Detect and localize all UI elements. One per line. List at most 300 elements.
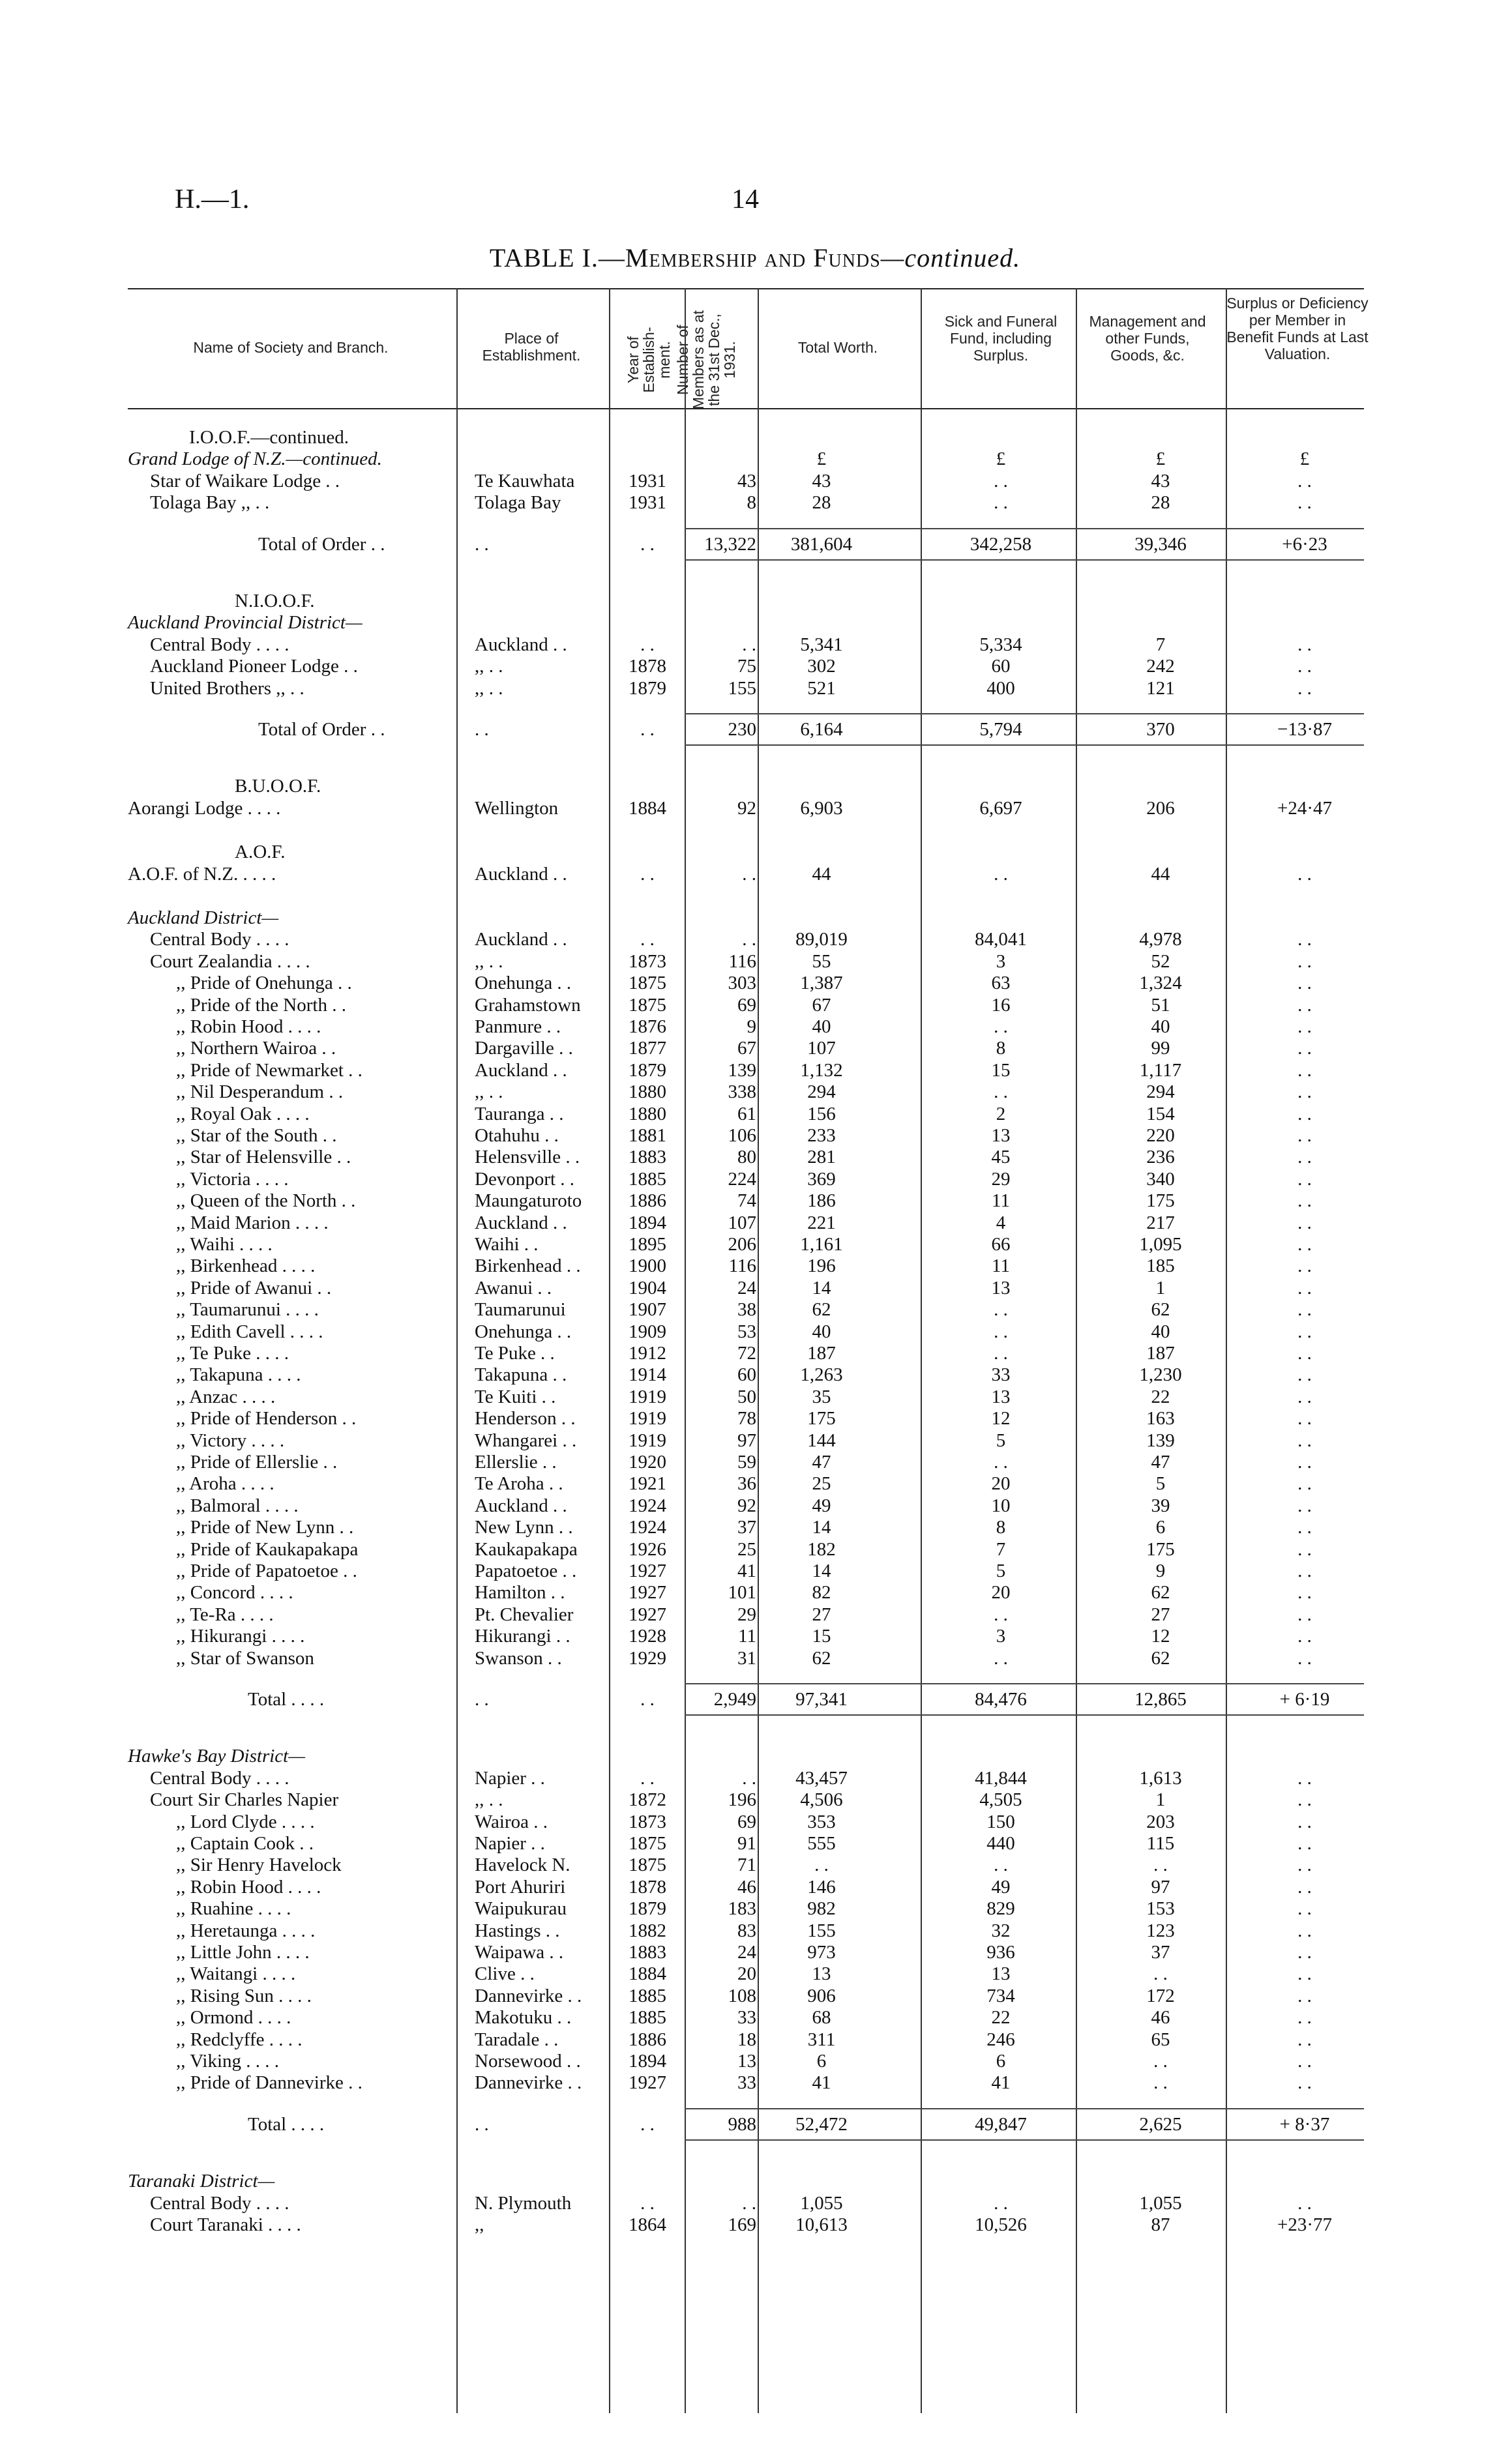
year-cell: 1921 [629, 1473, 666, 1494]
worth-cell: 97,341 [795, 1689, 848, 1710]
sick-fund-cell: 15 [991, 1060, 1011, 1081]
members-cell: 988 [728, 2114, 756, 2135]
worth-cell: 107 [807, 1038, 836, 1059]
surplus-cell: . . [1297, 634, 1312, 655]
branch-name: ,, Te Puke . . . . [176, 1343, 289, 1364]
worth-cell: 52,472 [795, 2114, 848, 2135]
sick-fund-cell: 84,041 [975, 929, 1027, 950]
table-row [0, 2214, 1510, 2236]
sick-fund-cell: . . [994, 1604, 1008, 1625]
worth-cell: 1,055 [800, 2193, 843, 2214]
place-cell: Te Aroha . . [475, 1473, 563, 1494]
table-row [0, 1190, 1510, 1212]
year-cell: . . [640, 1689, 655, 1710]
table-row [0, 1985, 1510, 2007]
branch-name: Aorangi Lodge . . . . [128, 798, 281, 819]
management-cell: 123 [1146, 1920, 1175, 1941]
worth-cell: 6,164 [800, 719, 843, 740]
col-header-worth: Total Worth. [797, 339, 878, 356]
place-cell: Kaukapakapa [475, 1539, 578, 1560]
place-cell: Auckland . . [475, 1495, 567, 1516]
management-cell: 6 [1155, 1517, 1166, 1538]
sick-fund-cell: 49,847 [975, 2114, 1027, 2135]
management-cell: 65 [1151, 2029, 1170, 2050]
table-row [0, 1364, 1510, 1386]
year-cell: 1904 [629, 1278, 666, 1298]
place-cell: Napier . . [475, 1768, 545, 1789]
surplus-cell: . . [1297, 1604, 1312, 1625]
place-cell: Dannevirke . . [475, 2072, 582, 2093]
place-cell: Norsewood . . [475, 2051, 581, 2072]
members-cell: 71 [737, 1855, 756, 1875]
branch-name: ,, Takapuna . . . . [176, 1364, 301, 1385]
sick-fund-cell: 440 [986, 1833, 1015, 1854]
branch-name: ,, Victory . . . . [176, 1430, 285, 1451]
branch-name: Taranaki District— [128, 2171, 275, 2192]
table-row [0, 994, 1510, 1016]
place-cell: Wellington [475, 798, 559, 819]
branch-name: ,, Redclyffe . . . . [176, 2029, 303, 2050]
branch-name: ,, Hikurangi . . . . [176, 1626, 305, 1647]
sick-fund-cell: 33 [991, 1364, 1011, 1385]
section-heading [0, 775, 1510, 797]
branch-name: ,, Pride of New Lynn . . [176, 1517, 354, 1538]
year-cell: 1927 [629, 2072, 666, 2093]
members-cell: 38 [737, 1299, 756, 1320]
branch-name: ,, Concord . . . . [176, 1582, 293, 1603]
branch-name: Auckland District— [128, 907, 279, 928]
management-cell: 206 [1146, 798, 1175, 819]
total-row [0, 718, 1510, 741]
table-row [0, 677, 1510, 699]
year-cell: 1875 [629, 995, 666, 1016]
surplus-cell: . . [1297, 1789, 1312, 1810]
worth-cell: 41 [812, 2072, 831, 2093]
year-cell: 1920 [629, 1452, 666, 1473]
management-cell: 1,095 [1139, 1234, 1182, 1255]
surplus-cell: . . [1297, 1212, 1312, 1233]
col-header-members: Number of Members as at the 31st Dec., 1931. [674, 310, 738, 410]
branch-name: Auckland Pioneer Lodge . . [150, 656, 358, 677]
branch-name: ,, Sir Henry Havelock [176, 1855, 342, 1875]
table-row [0, 950, 1510, 973]
surplus-cell: . . [1297, 1495, 1312, 1516]
year-cell: 1907 [629, 1299, 666, 1320]
surplus-cell: . . [1297, 1125, 1312, 1146]
col-header-year: Year of Establish-ment. [625, 327, 673, 393]
surplus-cell: . . [1297, 1920, 1312, 1941]
place-cell: Hikurangi . . [475, 1626, 570, 1647]
members-cell: 2,949 [713, 1689, 756, 1710]
sick-fund-cell: 6,697 [979, 798, 1022, 819]
members-cell: 230 [728, 719, 756, 740]
place-cell: Henderson . . [475, 1408, 576, 1429]
branch-name: United Brothers ,, . . [150, 678, 304, 699]
members-cell: 69 [737, 1811, 756, 1832]
management-cell: . . [1153, 2051, 1168, 2072]
branch-name: Central Body . . . . [150, 634, 289, 655]
members-cell: 303 [728, 973, 756, 993]
sick-fund-cell: 13 [991, 1963, 1011, 1984]
year-cell: 1894 [629, 2051, 666, 2072]
header-top-rule [128, 288, 1364, 289]
table-row [0, 1233, 1510, 1255]
place-cell: ,, . . [475, 1789, 503, 1810]
surplus-cell: . . [1297, 471, 1312, 491]
management-cell: £ [1155, 448, 1166, 469]
branch-name: ,, Queen of the North . . [176, 1190, 356, 1211]
table-row [0, 1255, 1510, 1277]
place-cell: Pt. Chevalier [475, 1604, 574, 1625]
worth-cell: 302 [807, 656, 836, 677]
table-row [0, 1059, 1510, 1081]
worth-cell: 67 [812, 995, 831, 1016]
worth-cell: 906 [807, 1986, 836, 2006]
sick-fund-cell: 400 [986, 678, 1015, 699]
surplus-cell: . . [1297, 1104, 1312, 1124]
surplus-cell: + 8·37 [1279, 2114, 1330, 2135]
place-cell: Panmure . . [475, 1016, 561, 1037]
worth-cell: 521 [807, 678, 836, 699]
worth-cell: 13 [812, 1963, 831, 1984]
year-cell: . . [640, 719, 655, 740]
branch-name: ,, Captain Cook . . [176, 1833, 314, 1854]
branch-name: Court Zealandia . . . . [150, 951, 310, 972]
management-cell: 172 [1146, 1986, 1175, 2006]
surplus-cell: . . [1297, 1038, 1312, 1059]
surplus-cell: . . [1297, 1517, 1312, 1538]
surplus-cell: . . [1297, 995, 1312, 1016]
year-cell: 1927 [629, 1582, 666, 1603]
table-row [0, 1625, 1510, 1647]
year-cell: 1914 [629, 1364, 666, 1385]
place-cell: Takapuna . . [475, 1364, 567, 1385]
management-cell: 139 [1146, 1430, 1175, 1451]
members-cell: 206 [728, 1234, 756, 1255]
management-cell: 99 [1151, 1038, 1170, 1059]
branch-name: ,, Star of Swanson [176, 1648, 314, 1669]
surplus-cell: . . [1297, 1060, 1312, 1081]
worth-cell: 144 [807, 1430, 836, 1451]
place-cell: N. Plymouth [475, 2193, 572, 2214]
surplus-cell: . . [1297, 1081, 1312, 1102]
branch-name: ,, Te-Ra . . . . [176, 1604, 274, 1625]
worth-cell: £ [816, 448, 827, 469]
worth-cell: 1,387 [800, 973, 843, 993]
management-cell: . . [1153, 2072, 1168, 2093]
branch-name: ,, Edith Cavell . . . . [176, 1321, 323, 1342]
year-cell: 1875 [629, 973, 666, 993]
place-cell: Auckland . . [475, 864, 567, 885]
total-row [0, 533, 1510, 555]
place-cell: Napier . . [475, 1833, 545, 1854]
surplus-cell: +23·77 [1277, 2214, 1332, 2235]
branch-name: ,, Nil Desperandum . . [176, 1081, 344, 1102]
year-cell: 1885 [629, 1169, 666, 1190]
surplus-cell: . . [1297, 1561, 1312, 1581]
surplus-cell: . . [1297, 1473, 1312, 1494]
management-cell: 28 [1151, 492, 1170, 513]
place-cell: Auckland . . [475, 634, 567, 655]
branch-name: ,, Royal Oak . . . . [176, 1104, 310, 1124]
branch-name: ,, Anzac . . . . [176, 1386, 276, 1407]
surplus-cell: . . [1297, 1430, 1312, 1451]
table-row [0, 2029, 1510, 2051]
place-cell: ,, . . [475, 678, 503, 699]
worth-cell: 14 [812, 1278, 831, 1298]
table-row [0, 1963, 1510, 1985]
members-cell: 72 [737, 1343, 756, 1364]
members-cell: 139 [728, 1060, 756, 1081]
sick-fund-cell: 5,334 [979, 634, 1022, 655]
year-cell: 1926 [629, 1539, 666, 1560]
table-row [0, 1212, 1510, 1234]
worth-cell: 4,506 [800, 1789, 843, 1810]
place-cell: New Lynn . . [475, 1517, 573, 1538]
total-top-rule [685, 528, 1364, 529]
branch-name: ,, Ormond . . . . [176, 2007, 291, 2028]
sick-fund-cell: . . [994, 1855, 1008, 1875]
table-row [0, 1277, 1510, 1299]
members-cell: 75 [737, 656, 756, 677]
year-cell: 1931 [629, 492, 666, 513]
year-cell: 1878 [629, 1877, 666, 1898]
surplus-cell: . . [1297, 1255, 1312, 1276]
worth-cell: . . [814, 1855, 829, 1875]
management-cell: 175 [1146, 1539, 1175, 1560]
place-cell: Birkenhead . . [475, 1255, 581, 1276]
sick-fund-cell: 4,505 [979, 1789, 1022, 1810]
place-cell: Hastings . . [475, 1920, 560, 1941]
sick-fund-cell: 6 [996, 2051, 1006, 2072]
members-cell: 31 [737, 1648, 756, 1669]
management-cell: 217 [1146, 1212, 1175, 1233]
page-number: 14 [732, 184, 759, 214]
branch-name: ,, Little John . . . . [176, 1942, 310, 1963]
members-cell: 107 [728, 1212, 756, 1233]
sick-fund-cell: 45 [991, 1147, 1011, 1167]
table-row [0, 1789, 1510, 1811]
table-row [0, 1016, 1510, 1038]
branch-name: ,, Victoria . . . . [176, 1169, 289, 1190]
place-cell: Port Ahuriri [475, 1877, 566, 1898]
year-cell: 1877 [629, 1038, 666, 1059]
worth-cell: 47 [812, 1452, 831, 1473]
members-cell: 78 [737, 1408, 756, 1429]
members-cell: 91 [737, 1833, 756, 1854]
year-cell: 1881 [629, 1125, 666, 1146]
members-cell: 36 [737, 1473, 756, 1494]
place-cell: ,, [475, 2214, 484, 2235]
worth-cell: 68 [812, 2007, 831, 2028]
place-cell: Waipukurau [475, 1898, 567, 1919]
surplus-cell: . . [1297, 1190, 1312, 1211]
table-row [0, 1941, 1510, 1963]
members-cell: 116 [728, 951, 756, 972]
management-cell: 242 [1146, 656, 1175, 677]
year-cell: 1880 [629, 1081, 666, 1102]
table-row [0, 863, 1510, 885]
management-cell: 62 [1151, 1582, 1170, 1603]
sick-fund-cell: 16 [991, 995, 1011, 1016]
branch-name: B.U.O.O.F. [235, 776, 321, 797]
surplus-cell: . . [1297, 1169, 1312, 1190]
branch-name: ,, Waitangi . . . . [176, 1963, 296, 1984]
year-cell: 1912 [629, 1343, 666, 1364]
section-heading [0, 590, 1510, 612]
place-cell: Clive . . [475, 1963, 535, 1984]
table-row [0, 1581, 1510, 1604]
year-cell: 1909 [629, 1321, 666, 1342]
table-row [0, 2192, 1510, 2214]
worth-cell: 186 [807, 1190, 836, 1211]
branch-name: ,, Aroha . . . . [176, 1473, 274, 1494]
table-row [0, 1451, 1510, 1473]
management-cell: 370 [1146, 719, 1175, 740]
branch-name: ,, Pride of Onehunga . . [176, 973, 352, 993]
branch-name: Total of Order . . [258, 719, 385, 740]
year-cell: . . [640, 2114, 655, 2135]
management-cell: 220 [1146, 1125, 1175, 1146]
section-heading [0, 448, 1510, 470]
members-cell: 106 [728, 1125, 756, 1146]
section-heading [0, 426, 1510, 448]
year-cell: . . [640, 864, 655, 885]
place-cell: Helensville . . [475, 1147, 580, 1167]
year-cell: 1884 [629, 798, 666, 819]
table-row [0, 491, 1510, 514]
table-title-prefix: TABLE I.— [489, 243, 625, 272]
worth-cell: 89,019 [795, 929, 848, 950]
worth-cell: 982 [807, 1898, 836, 1919]
management-cell: 9 [1155, 1561, 1166, 1581]
place-cell: Taumarunui [475, 1299, 566, 1320]
year-cell: 1875 [629, 1855, 666, 1875]
sick-fund-cell: . . [994, 1016, 1008, 1037]
branch-name: ,, Pride of Papatoetoe . . [176, 1561, 357, 1581]
management-cell: 4,978 [1139, 929, 1182, 950]
place-cell: . . [475, 2114, 489, 2135]
worth-cell: 25 [812, 1473, 831, 1494]
branch-name: Central Body . . . . [150, 929, 289, 950]
surplus-cell: . . [1297, 678, 1312, 699]
management-cell: . . [1153, 1963, 1168, 1984]
members-cell: 74 [737, 1190, 756, 1211]
worth-cell: 973 [807, 1942, 836, 1963]
surplus-cell: . . [1297, 492, 1312, 513]
branch-name: ,, Northern Wairoa . . [176, 1038, 336, 1059]
table-row [0, 1473, 1510, 1495]
section-heading [0, 611, 1510, 634]
worth-cell: 43 [812, 471, 831, 491]
management-cell: 7 [1155, 634, 1166, 655]
management-cell: 1,230 [1139, 1364, 1182, 1385]
year-cell: 1873 [629, 951, 666, 972]
table-row [0, 1647, 1510, 1669]
section-heading [0, 907, 1510, 929]
table-row [0, 1876, 1510, 1898]
table-row [0, 1767, 1510, 1789]
year-cell: 1883 [629, 1942, 666, 1963]
branch-name: ,, Pride of Dannevirke . . [176, 2072, 363, 2093]
members-cell: 108 [728, 1986, 756, 2006]
management-cell: 62 [1151, 1648, 1170, 1669]
members-cell: 116 [728, 1255, 756, 1276]
worth-cell: 62 [812, 1648, 831, 1669]
worth-cell: 175 [807, 1408, 836, 1429]
worth-cell: 1,263 [800, 1364, 843, 1385]
management-cell: 22 [1151, 1386, 1170, 1407]
place-cell: Otahuhu . . [475, 1125, 559, 1146]
members-cell: 29 [737, 1604, 756, 1625]
management-cell: 175 [1146, 1190, 1175, 1211]
sick-fund-cell: . . [994, 1299, 1008, 1320]
table-row [0, 797, 1510, 819]
branch-name: ,, Heretaunga . . . . [176, 1920, 316, 1941]
management-cell: 185 [1146, 1255, 1175, 1276]
table-row [0, 1081, 1510, 1103]
branch-name: Hawke's Bay District— [128, 1746, 306, 1767]
management-cell: 52 [1151, 951, 1170, 972]
place-cell: Papatoetoe . . [475, 1561, 577, 1581]
management-cell: 153 [1146, 1898, 1175, 1919]
place-cell: Wairoa . . [475, 1811, 548, 1832]
sick-fund-cell: 3 [996, 1626, 1006, 1647]
surplus-cell: . . [1297, 1386, 1312, 1407]
surplus-cell: . . [1297, 973, 1312, 993]
place-cell: Whangarei . . [475, 1430, 577, 1451]
sick-fund-cell: 49 [991, 1877, 1011, 1898]
place-cell: . . [475, 719, 489, 740]
year-cell: 1879 [629, 678, 666, 699]
total-row [0, 1688, 1510, 1710]
surplus-cell: . . [1297, 1986, 1312, 2006]
table-row [0, 1342, 1510, 1364]
branch-name: ,, Pride of Ellerslie . . [176, 1452, 338, 1473]
members-cell: 60 [737, 1364, 756, 1385]
worth-cell: 49 [812, 1495, 831, 1516]
surplus-cell: . . [1297, 1963, 1312, 1984]
branch-name: ,, Balmoral . . . . [176, 1495, 299, 1516]
sick-fund-cell: 41,844 [975, 1768, 1027, 1789]
sick-fund-cell: 20 [991, 1473, 1011, 1494]
table-row [0, 1103, 1510, 1125]
branch-name: ,, Pride of Henderson . . [176, 1408, 357, 1429]
management-cell: 46 [1151, 2007, 1170, 2028]
place-cell: ,, . . [475, 656, 503, 677]
place-cell: Ellerslie . . [475, 1452, 557, 1473]
sick-fund-cell: 13 [991, 1386, 1011, 1407]
management-cell: 12 [1151, 1626, 1170, 1647]
worth-cell: 155 [807, 1920, 836, 1941]
branch-name: Star of Waikare Lodge . . [150, 471, 340, 491]
branch-name: ,, Rising Sun . . . . [176, 1986, 312, 2006]
branch-name: I.O.O.F.—continued. [189, 427, 349, 448]
worth-cell: 55 [812, 951, 831, 972]
management-cell: 37 [1151, 1942, 1170, 1963]
sick-fund-cell: 936 [986, 1942, 1015, 1963]
members-cell: 183 [728, 1898, 756, 1919]
surplus-cell: . . [1297, 2072, 1312, 2093]
worth-cell: 187 [807, 1343, 836, 1364]
table-row [0, 634, 1510, 656]
surplus-cell: . . [1297, 1408, 1312, 1429]
year-cell: 1879 [629, 1898, 666, 1919]
place-cell: Hamilton . . [475, 1582, 565, 1603]
total-top-rule [685, 1683, 1364, 1684]
table-title-main: Membership and Funds [625, 243, 881, 272]
table-row [0, 1386, 1510, 1408]
